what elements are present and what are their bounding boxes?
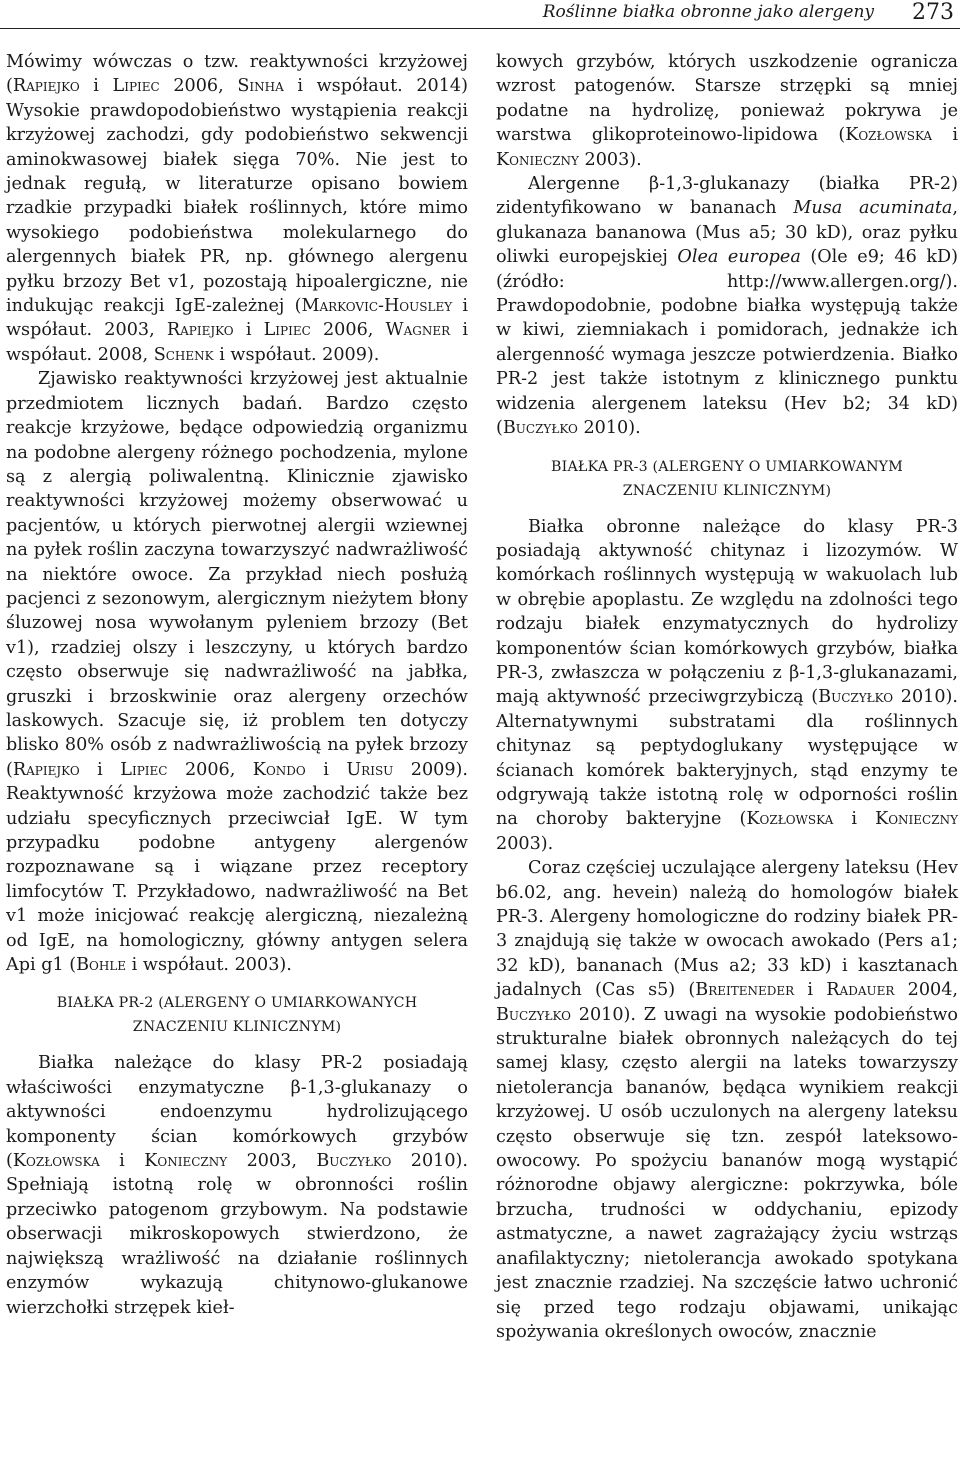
text-run: i — [79, 76, 113, 97]
text-run: 2009). Reaktywność krzyżowa może zachodzić także bez udziału specyficznych przeciwciał IgE. W tym przypadku podobne antygeny alergenów rozpoznawane są i wiązane przez receptory limfocytów T. Przykładowo, nadwrażliwość na Bet v1 może inicjować reakcję alergiczną, niezależną od IgE, na homologiczny, główny antygen selera Api g1 ( — [6, 759, 469, 976]
author-citation: Breiteneder — [695, 980, 795, 1001]
text-run: kowych grzybów, których uszkodzenie ogranicza wzrost patogenów. Starsze strzępki są mniej podatne na hydrolizę, ponieważ pokrywa je warstwa glikoproteinowo-lipidowa ( — [496, 52, 958, 146]
page-number: 273 — [912, 0, 954, 25]
text-run: i współaut. 2008, — [6, 320, 468, 365]
text-run: 2010). — [577, 418, 641, 439]
author-citation: Schenk — [153, 344, 214, 365]
author-citation: Markovic-Housley — [301, 296, 453, 317]
author-citation: Buczyłko — [502, 418, 578, 439]
text-run: i współaut. 2003, — [6, 296, 468, 341]
text-run: 2004, — [894, 980, 958, 1001]
text-run: 2006, — [167, 759, 253, 780]
text-run: Mówimy wówczas o tzw. reaktywności krzyżowej ( — [6, 52, 468, 97]
author-citation: Kozłowska — [746, 809, 834, 830]
paragraph-cross-reactivity-intro — [6, 50, 468, 367]
text-run: i — [305, 759, 347, 780]
text-run: 2006, — [310, 320, 386, 341]
author-citation: Lipiec — [263, 320, 311, 341]
text-run: 2003, — [227, 1151, 317, 1172]
text-run: 2010). Spełniają istotną rolę w obronności roślin przeciwko patogenom grzybowym. Na podstawie obserwacji mikroskopowych stwierdzono, że największą wrażliwość na działanie roślinnych enzymów wykazują chitynowo-glukanowe wierzchołki strzępek kieł- — [6, 1151, 469, 1318]
heading-line: ZNACZENIU KLINICZNYM) — [622, 482, 832, 499]
text-run: i — [932, 125, 958, 146]
text-run: Alergenne β-1,3-glukanazy (białka PR-2) zidentyfikowano w bananach — [496, 174, 958, 219]
author-citation: Buczyłko — [818, 687, 894, 708]
author-citation: Konieczny — [144, 1151, 228, 1172]
text-run: i współaut. 2014) Wysokie prawdopodobieństwo wystąpienia reakcji krzyżowej zachodzi, gdy podobieństwo sekwencji aminokwasowej białek sięga 70%. Nie jest to jednak regułą, w literaturze opisano bowiem rzadkie przypadki białek roślinnych, które mimo wysokiego podobieństwa molekularnego do alergennych białek PR, np. głównego alergenu pyłku brzozy Bet v1, pozostają hipoalergiczne, nie indukując reakcji IgE-zależnej ( — [6, 76, 468, 317]
text-run: Białka należące do klasy PR-2 posiadają właściwości enzymatyczne β-1,3-glukanazy o aktywności endoenzymu hydrolizującego komponenty ścian komórkowych grzybów ( — [6, 1053, 468, 1172]
text-run: i — [833, 809, 876, 830]
text-run: (Ole e9; 46 kD) (źródło: http://www.allergen.org/). Prawdopodobnie, podobne białka występują także w kiwi, ziemniakach i pomidorach, jednakże ich alergenność wymaga jeszcze potwierdzenia. Białko PR-2 jest także istotnym z klinicznego punktu widzenia alergenem lateksu (Hev b2; 34 kD) ( — [496, 247, 958, 439]
author-citation: Kondo — [252, 759, 306, 780]
heading-line: BIAŁKA PR-3 (ALERGENY O UMIARKOWANYM — [551, 458, 903, 475]
running-title: Roślinne białka obronne jako alergeny — [542, 2, 874, 22]
text-run: , glukanaza bananowa (Mus a5; 30 kD), oraz pyłku oliwki europejskiej — [496, 198, 958, 268]
text-run: i — [794, 980, 827, 1001]
author-citation: Rapiejko — [12, 759, 80, 780]
text-run: i — [79, 759, 121, 780]
author-citation: Kozłowska — [845, 125, 933, 146]
section-heading-pr3 — [496, 455, 958, 503]
paragraph-latex-allergens — [496, 856, 958, 1344]
author-citation: Konieczny — [875, 809, 959, 830]
heading-line: ZNACZENIU KLINICZNYM) — [132, 1019, 342, 1036]
author-citation: Kozłowska — [12, 1151, 100, 1172]
author-citation: Bohle — [76, 955, 127, 976]
text-run: 2010). Alternatywnymi substratami dla roślinnych chitynaz są peptydoglukany występujące w ścianach komórek bakteryjnych, stąd enzymy te odgrywają także istotną rolę w odporności roślin na choroby bakteryjne ( — [496, 687, 959, 830]
text-run: i — [99, 1151, 145, 1172]
text-run: i współaut. 2009). — [213, 344, 380, 365]
page-header — [0, 0, 960, 28]
paragraph-pr2-proteins — [6, 1051, 468, 1319]
text-run: Zjawisko reaktywności krzyżowej jest aktualnie przedmiotem licznych badań. Bardzo często reakcje krzyżowe, będące odpowiedzią organizmu na podobne alergeny różnego pochodzenia, mylone są z alergią poliwalentną. Klinicznie zjawisko reaktywności krzyżowej możemy obserwować u pacjentów, u których pierwotnej alergii wziewnej na pyłek roślin zaczyna towarzyszyć nadwrażliwość na niektóre owoce. Za przykład niech posłużą pacjenci z sezonowym, alergicznym nieżytem błony śluzowej nosa wywołanym pyleniem brzozy (Bet v1), rzadziej olszy i leszczyny, u których bardzo często obserwuje się nadwrażliwość na jabłka, gruszki i brzoskwinie oraz alergeny orzechów laskowych. Szacuje się, iż problem ten dotyczy blisko 80% osób z nadwrażliwością na pyłek brzozy ( — [6, 369, 468, 780]
text-run: 2003). — [578, 149, 642, 170]
author-citation: Rapiejko — [12, 76, 80, 97]
section-heading-pr2 — [6, 991, 468, 1039]
author-citation: Sinha — [237, 76, 284, 97]
header-rule — [0, 28, 960, 29]
text-run: i współaut. 2003). — [126, 955, 292, 976]
text-run: Coraz częściej uczulające alergeny lateksu (Hev b6.02, ang. hevein) należą do homologów białek PR-3. Alergeny homologiczne do rodziny białek PR-3 znajdują się także w owocach awokado (Pers a1; 32 kD), bananach (Mus a2; 33 kD) i kasztanach jadalnych (Cas s5) ( — [496, 858, 958, 1001]
author-citation: Lipiec — [120, 759, 168, 780]
text-run: i — [233, 320, 264, 341]
author-citation: Wagner — [385, 320, 451, 341]
paragraph-pr3-proteins — [496, 515, 958, 857]
author-citation: Buczyłko — [316, 1151, 392, 1172]
text-run: Białka obronne należące do klasy PR-3 posiadają aktywność chitynaz i lizozymów. W komórkach roślinnych występują w wakuolach lub w obrębie apoplastu. Ze względu na zdolności tego rodzaju białek enzymatycznych do hydrolizy komponentów ścian komórkowych grzybów, białka PR-3, zwłaszcza w połączeniu z β-1,3-glukanazami, mają aktywność przeciwgrzybiczą ( — [496, 516, 958, 708]
text-run: 2006, — [159, 76, 238, 97]
author-citation: Radauer — [826, 980, 895, 1001]
heading-line: BIAŁKA PR-2 (ALERGENY O UMIARKOWANYCH — [56, 995, 418, 1012]
left-column — [6, 50, 468, 1320]
text-run: 2003). — [496, 833, 554, 854]
species-name: Olea europea — [677, 247, 801, 268]
author-citation: Urisu — [346, 759, 394, 780]
paragraph-pr2-continued — [496, 50, 958, 172]
text-run: 2010). Z uwagi na wysokie podobieństwo strukturalne białek obronnych należących do tej samej klasy, często alergii na lateks towarzyszy nietolerancja bananów, będąca wynikiem reakcji krzyżowej. U osób uczulonych na alergeny lateksu często obserwuje się tzn. zespół lateksowo-owocowy. Po spożyciu bananów mogą wystąpić różnorodne objawy alergiczne: pokrzywka, bóle brzucha, trudności w oddychaniu, epizody astmatyczne, a nawet zagrażający życiu wstrząs anafilaktyczny; nietolerancja awokado spotykana jest znacznie rzadziej. Na szczęście łatwo uchronić się przed tego rodzaju objawami, unikając spożywania określonych owoców, znacznie — [496, 1004, 958, 1342]
species-name: Musa acuminata — [793, 198, 953, 219]
author-citation: Konieczny — [496, 149, 579, 170]
author-citation: Rapiejko — [166, 320, 234, 341]
right-column — [496, 50, 958, 1344]
paragraph-cross-reactivity-research — [6, 367, 468, 977]
author-citation: Buczyłko — [496, 1004, 571, 1025]
author-citation: Lipiec — [112, 76, 160, 97]
paragraph-pr2-allergens — [496, 172, 958, 440]
